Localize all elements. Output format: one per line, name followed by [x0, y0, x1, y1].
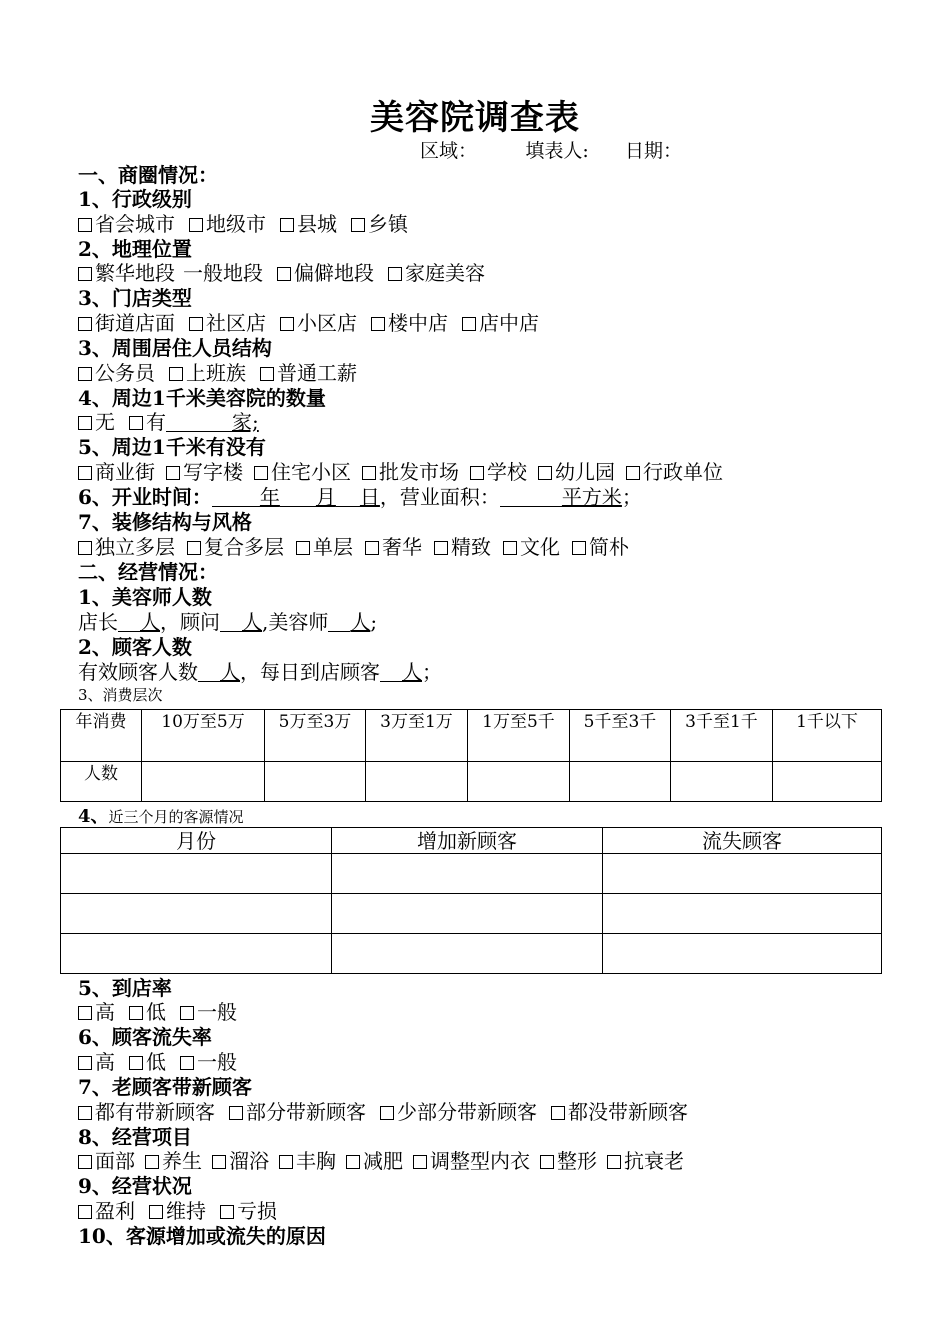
- checkbox-icon[interactable]: [413, 1155, 427, 1169]
- checkbox-option[interactable]: 行政单位: [626, 459, 723, 485]
- checkbox-option[interactable]: 幼儿园: [538, 459, 615, 485]
- table-row: [61, 854, 882, 894]
- checkbox-option[interactable]: 部分带新顾客: [229, 1099, 366, 1125]
- checkbox-icon[interactable]: [212, 1155, 226, 1169]
- table-header-cell: 1千以下: [773, 710, 882, 762]
- input-cell[interactable]: [468, 762, 570, 802]
- checkbox-icon[interactable]: [78, 466, 92, 480]
- input-cell[interactable]: [61, 934, 332, 974]
- b8-label: 8、经营项目: [78, 1125, 192, 1149]
- b10-label: 10、客源增加或流失的原因: [78, 1224, 326, 1248]
- input-cell[interactable]: [773, 762, 882, 802]
- checkbox-option[interactable]: 批发市场: [362, 459, 459, 485]
- checkbox-icon[interactable]: [187, 541, 201, 555]
- checkbox-option[interactable]: 公务员: [78, 360, 155, 386]
- b6-options: [78, 1049, 251, 1075]
- year-blank[interactable]: [212, 486, 260, 507]
- q4-options: 无 有 家;: [78, 409, 259, 435]
- daily-customers-blank[interactable]: [380, 661, 402, 682]
- checkbox-option[interactable]: 亏损: [220, 1198, 277, 1224]
- table-header-cell: 人数: [61, 762, 142, 802]
- checkbox-icon[interactable]: [129, 1006, 143, 1020]
- b5-options: [78, 999, 251, 1025]
- b9-label: 9、经营状况: [78, 1174, 192, 1198]
- checkbox-icon[interactable]: [626, 466, 640, 480]
- q3b-options: [78, 360, 371, 386]
- q5-options: [78, 459, 723, 485]
- checkbox-option[interactable]: 省会城市: [78, 211, 175, 237]
- b1-label: 1、美容师人数: [78, 585, 212, 609]
- b3-label: 3、消费层次: [78, 686, 163, 704]
- input-cell[interactable]: [142, 762, 265, 802]
- checkbox-icon[interactable]: [180, 1056, 194, 1070]
- checkbox-icon[interactable]: [572, 541, 586, 555]
- q3b-label: 3、周围居住人员结构: [78, 336, 272, 360]
- checkbox-option[interactable]: 地级市: [189, 211, 266, 237]
- checkbox-option[interactable]: 写字楼: [166, 459, 243, 485]
- checkbox-icon[interactable]: [365, 541, 379, 555]
- checkbox-option[interactable]: 盈利: [78, 1198, 135, 1224]
- checkbox-option[interactable]: 繁华地段: [78, 260, 175, 286]
- checkbox-icon[interactable]: [503, 541, 517, 555]
- checkbox-option[interactable]: 店中店: [462, 310, 539, 336]
- q4-label: 4、周边1千米美容院的数量: [78, 386, 326, 410]
- checkbox-icon[interactable]: [78, 267, 92, 281]
- checkbox-option[interactable]: 精致: [434, 534, 491, 560]
- checkbox-option[interactable]: 抗衰老: [607, 1148, 684, 1174]
- checkbox-option[interactable]: 住宅小区: [254, 459, 351, 485]
- date-label: 日期：: [625, 140, 683, 162]
- checkbox-icon[interactable]: [145, 1155, 159, 1169]
- checkbox-option[interactable]: 偏僻地段: [277, 260, 374, 286]
- b2-label: 2、顾客人数: [78, 635, 192, 659]
- checkbox-option[interactable]: 独立多层: [78, 534, 175, 560]
- checkbox-option[interactable]: 整形: [540, 1148, 597, 1174]
- checkbox-icon[interactable]: [220, 1205, 234, 1219]
- input-cell[interactable]: [603, 894, 882, 934]
- checkbox-option[interactable]: 一般: [180, 1049, 237, 1075]
- checkbox-option[interactable]: 上班族: [169, 360, 246, 386]
- checkbox-icon[interactable]: [462, 317, 476, 331]
- checkbox-icon[interactable]: [78, 1106, 92, 1120]
- input-cell[interactable]: [61, 854, 332, 894]
- table-header-cell: 3千至1千: [671, 710, 773, 762]
- table-header-cell: 增加新顾客: [332, 828, 603, 854]
- checkbox-icon[interactable]: [260, 367, 274, 381]
- b5-label: 5、到店率: [78, 976, 172, 1000]
- checkbox-option[interactable]: 文化: [503, 534, 560, 560]
- q3-label: 3、门店类型: [78, 286, 192, 310]
- checkbox-option[interactable]: 小区店: [280, 310, 357, 336]
- manager-count-blank[interactable]: [118, 611, 140, 632]
- checkbox-icon[interactable]: [380, 1106, 394, 1120]
- beautician-count-blank[interactable]: [328, 611, 350, 632]
- checkbox-icon[interactable]: [280, 317, 294, 331]
- b4-label: 近三个月的客源情况: [108, 808, 244, 826]
- checkbox-option[interactable]: 面部: [78, 1148, 135, 1174]
- q6-label: 6、开业时间：: [78, 485, 212, 509]
- input-cell[interactable]: [603, 854, 882, 894]
- checkbox-option[interactable]: 都有带新顾客: [78, 1099, 215, 1125]
- count-blank[interactable]: [166, 411, 232, 432]
- checkbox-icon[interactable]: [129, 1056, 143, 1070]
- table-row: [61, 828, 882, 854]
- b7-options: [78, 1099, 702, 1125]
- checkbox-option[interactable]: 丰胸: [279, 1148, 336, 1174]
- checkbox-option[interactable]: 有: [129, 410, 166, 434]
- checkbox-option[interactable]: 溜浴: [212, 1148, 269, 1174]
- input-cell[interactable]: [570, 762, 671, 802]
- page-title: 美容院调查表: [370, 98, 580, 138]
- checkbox-icon[interactable]: [129, 416, 143, 430]
- b7-label: 7、老顾客带新顾客: [78, 1075, 252, 1099]
- checkbox-icon[interactable]: [78, 1056, 92, 1070]
- checkbox-icon[interactable]: [254, 466, 268, 480]
- checkbox-option[interactable]: 高: [78, 999, 115, 1025]
- input-cell[interactable]: [265, 762, 366, 802]
- q5-label: 5、周边1千米有没有: [78, 435, 266, 459]
- checkbox-option[interactable]: 街道店面: [78, 310, 175, 336]
- form-meta: [420, 136, 682, 163]
- q6-line: 6、开业时间： 年 月 日，营业面积： 平方米；: [78, 485, 642, 509]
- checkbox-icon[interactable]: [280, 218, 294, 232]
- checkbox-icon[interactable]: [277, 267, 291, 281]
- checkbox-icon[interactable]: [470, 466, 484, 480]
- q1-label: 1、行政级别: [78, 187, 192, 211]
- checkbox-option[interactable]: 复合多层: [187, 534, 284, 560]
- checkbox-option[interactable]: 养生: [145, 1148, 202, 1174]
- checkbox-icon[interactable]: [362, 466, 376, 480]
- checkbox-icon[interactable]: [78, 1205, 92, 1219]
- checkbox-icon[interactable]: [78, 218, 92, 232]
- checkbox-icon[interactable]: [189, 218, 203, 232]
- checkbox-icon[interactable]: [189, 317, 203, 331]
- checkbox-option[interactable]: 都没带新顾客: [551, 1099, 688, 1125]
- checkbox-icon[interactable]: [607, 1155, 621, 1169]
- checkbox-option[interactable]: 减肥: [346, 1148, 403, 1174]
- checkbox-icon[interactable]: [78, 541, 92, 555]
- checkbox-icon[interactable]: [149, 1205, 163, 1219]
- checkbox-option[interactable]: 简朴: [572, 534, 629, 560]
- table-header-cell: 3万至1万: [366, 710, 468, 762]
- checkbox-icon[interactable]: [346, 1155, 360, 1169]
- input-cell[interactable]: [332, 894, 603, 934]
- region-label: 区域：: [420, 140, 478, 162]
- b2-fields: 有效顾客人数 人，每日到店顾客 人；: [78, 660, 442, 684]
- checkbox-icon[interactable]: [279, 1155, 293, 1169]
- filler-label: 填表人:: [525, 140, 589, 162]
- table-header-cell: 5万至3万: [265, 710, 366, 762]
- table-row: [61, 934, 882, 974]
- checkbox-option[interactable]: 奢华: [365, 534, 422, 560]
- plain-option: 一般地段: [183, 261, 263, 285]
- checkbox-icon[interactable]: [296, 541, 310, 555]
- q7-options: [78, 534, 629, 560]
- b1-fields: 店长 人，顾问 人,美容师 人;: [78, 610, 378, 634]
- checkbox-option[interactable]: 维持: [149, 1198, 206, 1224]
- checkbox-option[interactable]: 家庭美容: [388, 260, 485, 286]
- checkbox-icon[interactable]: [180, 1006, 194, 1020]
- checkbox-option[interactable]: 一般: [180, 999, 237, 1025]
- checkbox-icon[interactable]: [78, 1155, 92, 1169]
- checkbox-icon[interactable]: [371, 317, 385, 331]
- checkbox-icon[interactable]: [388, 267, 402, 281]
- checkbox-icon[interactable]: [351, 218, 365, 232]
- checkbox-icon[interactable]: [434, 541, 448, 555]
- table-header-cell: 流失顾客: [603, 828, 882, 854]
- checkbox-icon[interactable]: [78, 367, 92, 381]
- checkbox-icon[interactable]: [78, 1006, 92, 1020]
- checkbox-option[interactable]: 单层: [296, 534, 353, 560]
- table-header-cell: 5千至3千: [570, 710, 671, 762]
- input-cell[interactable]: [61, 894, 332, 934]
- day-blank[interactable]: [336, 486, 360, 507]
- checkbox-icon[interactable]: [169, 367, 183, 381]
- checkbox-option[interactable]: 低: [129, 1049, 166, 1075]
- area-blank[interactable]: [500, 486, 562, 507]
- checkbox-option[interactable]: 低: [129, 999, 166, 1025]
- input-cell[interactable]: [332, 934, 603, 974]
- checkbox-option[interactable]: 少部分带新顾客: [380, 1099, 537, 1125]
- q1-options: [78, 211, 422, 237]
- spending-level-table: [60, 709, 882, 802]
- checkbox-option[interactable]: 高: [78, 1049, 115, 1075]
- checkbox-option[interactable]: 楼中店: [371, 310, 448, 336]
- checkbox-option[interactable]: 社区店: [189, 310, 266, 336]
- checkbox-icon[interactable]: [551, 1106, 565, 1120]
- b4-label-line: [78, 804, 244, 828]
- table-header-cell: 10万至5万: [142, 710, 265, 762]
- checkbox-option[interactable]: 调整型内衣: [413, 1148, 530, 1174]
- b8-options: [78, 1148, 684, 1174]
- input-cell[interactable]: [332, 854, 603, 894]
- q3-options: [78, 310, 553, 336]
- table-row: [61, 894, 882, 934]
- checkbox-option[interactable]: 学校: [470, 459, 527, 485]
- input-cell[interactable]: [366, 762, 468, 802]
- b9-options: [78, 1198, 291, 1224]
- checkbox-icon[interactable]: [78, 317, 92, 331]
- input-cell[interactable]: [603, 934, 882, 974]
- table-header-cell: 1万至5千: [468, 710, 570, 762]
- checkbox-icon[interactable]: [229, 1106, 243, 1120]
- table-header-cell: 月份: [61, 828, 332, 854]
- b6-label: 6、顾客流失率: [78, 1025, 212, 1049]
- q7-label: 7、装修结构与风格: [78, 510, 252, 534]
- b4-number: 4、: [78, 806, 109, 827]
- checkbox-option[interactable]: 县城: [280, 211, 337, 237]
- month-blank[interactable]: [280, 486, 316, 507]
- q2-options: [78, 260, 499, 286]
- consultant-count-blank[interactable]: [220, 611, 242, 632]
- checkbox-icon[interactable]: [166, 466, 180, 480]
- checkbox-option[interactable]: 商业街: [78, 459, 155, 485]
- q2-label: 2、地理位置: [78, 237, 192, 261]
- customer-source-table: [60, 827, 882, 974]
- checkbox-icon[interactable]: [538, 466, 552, 480]
- checkbox-option[interactable]: 普通工薪: [260, 360, 357, 386]
- section-heading-business-area: 一、商圈情况：: [78, 163, 218, 187]
- table-header-cell: 年消费: [61, 710, 142, 762]
- checkbox-option[interactable]: 乡镇: [351, 211, 408, 237]
- checkbox-option[interactable]: 无: [78, 409, 115, 435]
- table-row: [61, 710, 882, 762]
- checkbox-icon[interactable]: [78, 416, 92, 430]
- table-row: [61, 762, 882, 802]
- checkbox-icon[interactable]: [540, 1155, 554, 1169]
- input-cell[interactable]: [671, 762, 773, 802]
- section-heading-operations: 二、经营情况：: [78, 560, 218, 584]
- valid-customers-blank[interactable]: [198, 661, 220, 682]
